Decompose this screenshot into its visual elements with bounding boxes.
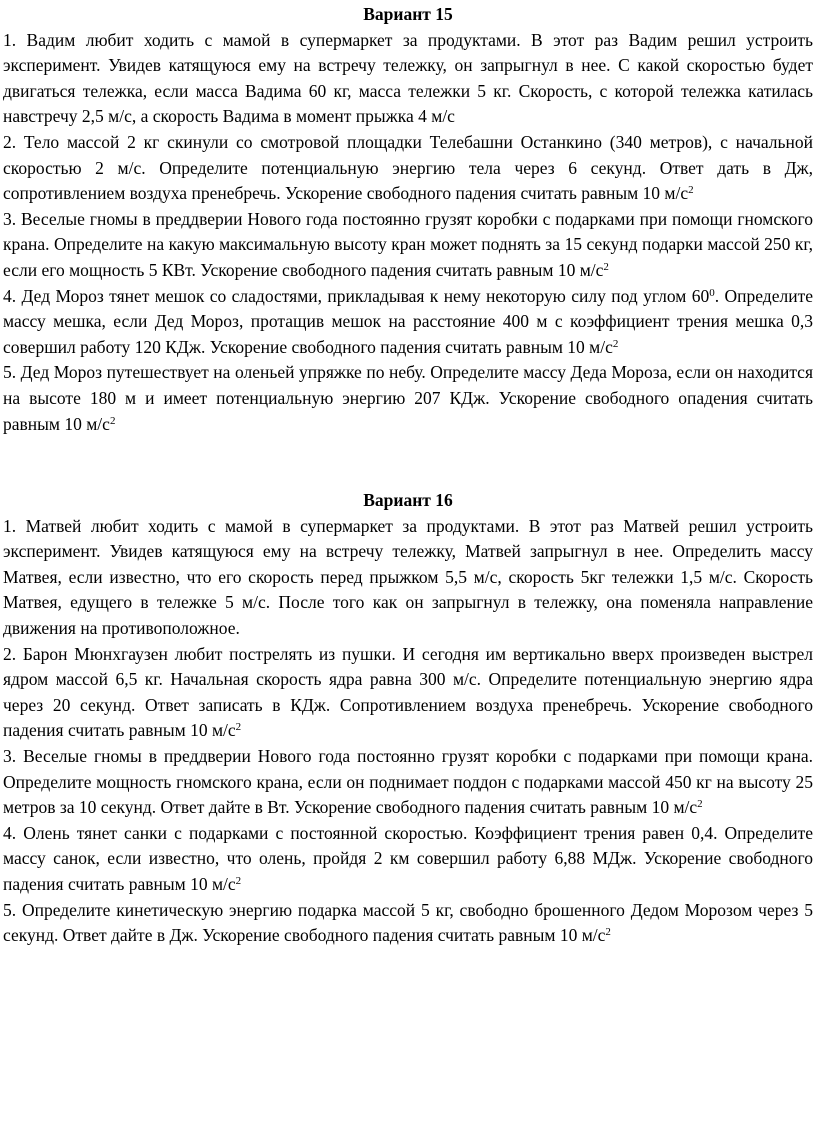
variant-title: Вариант 16 — [363, 490, 453, 511]
section-spacer — [3, 437, 813, 488]
problem-item: 2. Барон Мюнхгаузен любит пострелять из пушки. И сегодня им вертикально вверх произведен выстрел ядром массой 6,5 кг. Начальная скорость ядра равна 300 м/с. Определите потенциальную энергию ядра через 20 секунд. Ответ записать в КДж. Сопротивлением воздуха пренебречь. Ускорение свободного падения считать равным 10 $м/с^2$ — [3, 643, 813, 741]
problem-item: 5. Определите кинетическую энергию подарка массой 5 кг, свободно брошенного Дедом Морозом через 5 секунд. Ответ дайте в Дж. Ускорение свободного падения считать равным 10 $м/с^2$ — [3, 899, 813, 946]
problem-item: 4. Олень тянет санки с подарками с постоянной скоростью. Коэффициент трения равен 0,4. Определите массу санок, если известно, что олень, пройдя 2 км совершил работу 6,88 МДж. Ускорение свободного падения считать равным 10 $м/с^2$ — [3, 822, 813, 894]
problem-item: 2. Тело массой 2 кг скинули со смотровой площадки Телебашни Останкино (340 метров), с начальной скоростью 2 м/с. Определите потенциальную энергию тела через 6 секунд. Ответ дать в Дж, сопротивлением воздуха пренебречь. Ускорение свободного падения считать равным 10 $м/с^2$ — [3, 131, 813, 204]
variant-title: Вариант 15 — [363, 4, 453, 24]
problem-item: 3. Веселые гномы в преддверии Нового года постоянно грузят коробки с подарками при помощи гномского крана. Определите на какую максимальную высоту кран может поднять за 15 секунд подарки массой 250 кг, если его мощность 5 КВт. Ускорение свободного падения считать равным 10 $м/с^2$ — [3, 208, 813, 280]
problem-item: 4. Дед Мороз тянет мешок со сладостями, прикладывая к нему некоторую силу под углом $60^0$. Определите массу мешка, если Дед Мороз, протащив мешок на расстояние 400 м с коэффициент трения мешка 0,3 совершил работу 120 КДж. Ускорение свободного падения считать равным 10 $м/с^2$ — [3, 285, 813, 357]
problem-item: 1. Матвей любит ходить с мамой в супермаркет за продуктами. В этот раз Матвей решил устроить эксперимент. Увидев катящуюся ему на встречу тележку, Матвей запрыгнул в нее. Определить массу Матвея, если известно, что его скорость перед прыжком 5,5 м/с, скорость 5кг тележки 1,5 м/с. Скорость Матвея, едущего в тележке 5 м/с. После того как он запрыгнул в тележку, она поменяла направление движения на противоположное. — [3, 515, 813, 639]
problem-item: 1. Вадим любит ходить с мамой в супермаркет за продуктами. В этот раз Вадим решил устроить эксперимент. Увидев катящуюся ему на встречу тележку, он запрыгнул в нее. С какой скоростью будет двигаться тележка, если масса Вадима 60 кг, масса тележки 5 кг. Скорость, с которой тележка катилась навстречу 2,5 м/с, а скорость Вадима в момент прыжка 4 м/с — [3, 29, 813, 127]
problem-item: 5. Дед Мороз путешествует на оленьей упряжке по небу. Определите массу Деда Мороза, если он находится на высоте 180 м и имеет потенциальную энергию 207 КДж. Ускорение свободного опадения считать равным 10 $м/с^2$ — [3, 362, 813, 434]
variant-15-section — [3, 2, 813, 437]
problem-item: 3. Веселые гномы в преддверии Нового года постоянно грузят коробки с подарками при помощи крана. Определите мощность гномского крана, если он поднимает поддон с подарками массой 450 кг на высоту 25 метров за 10 секунд. Ответ дайте в Вт. Ускорение свободного падения считать равным 10 $м/с^2$ — [3, 746, 813, 818]
variant-16-section — [3, 488, 813, 949]
